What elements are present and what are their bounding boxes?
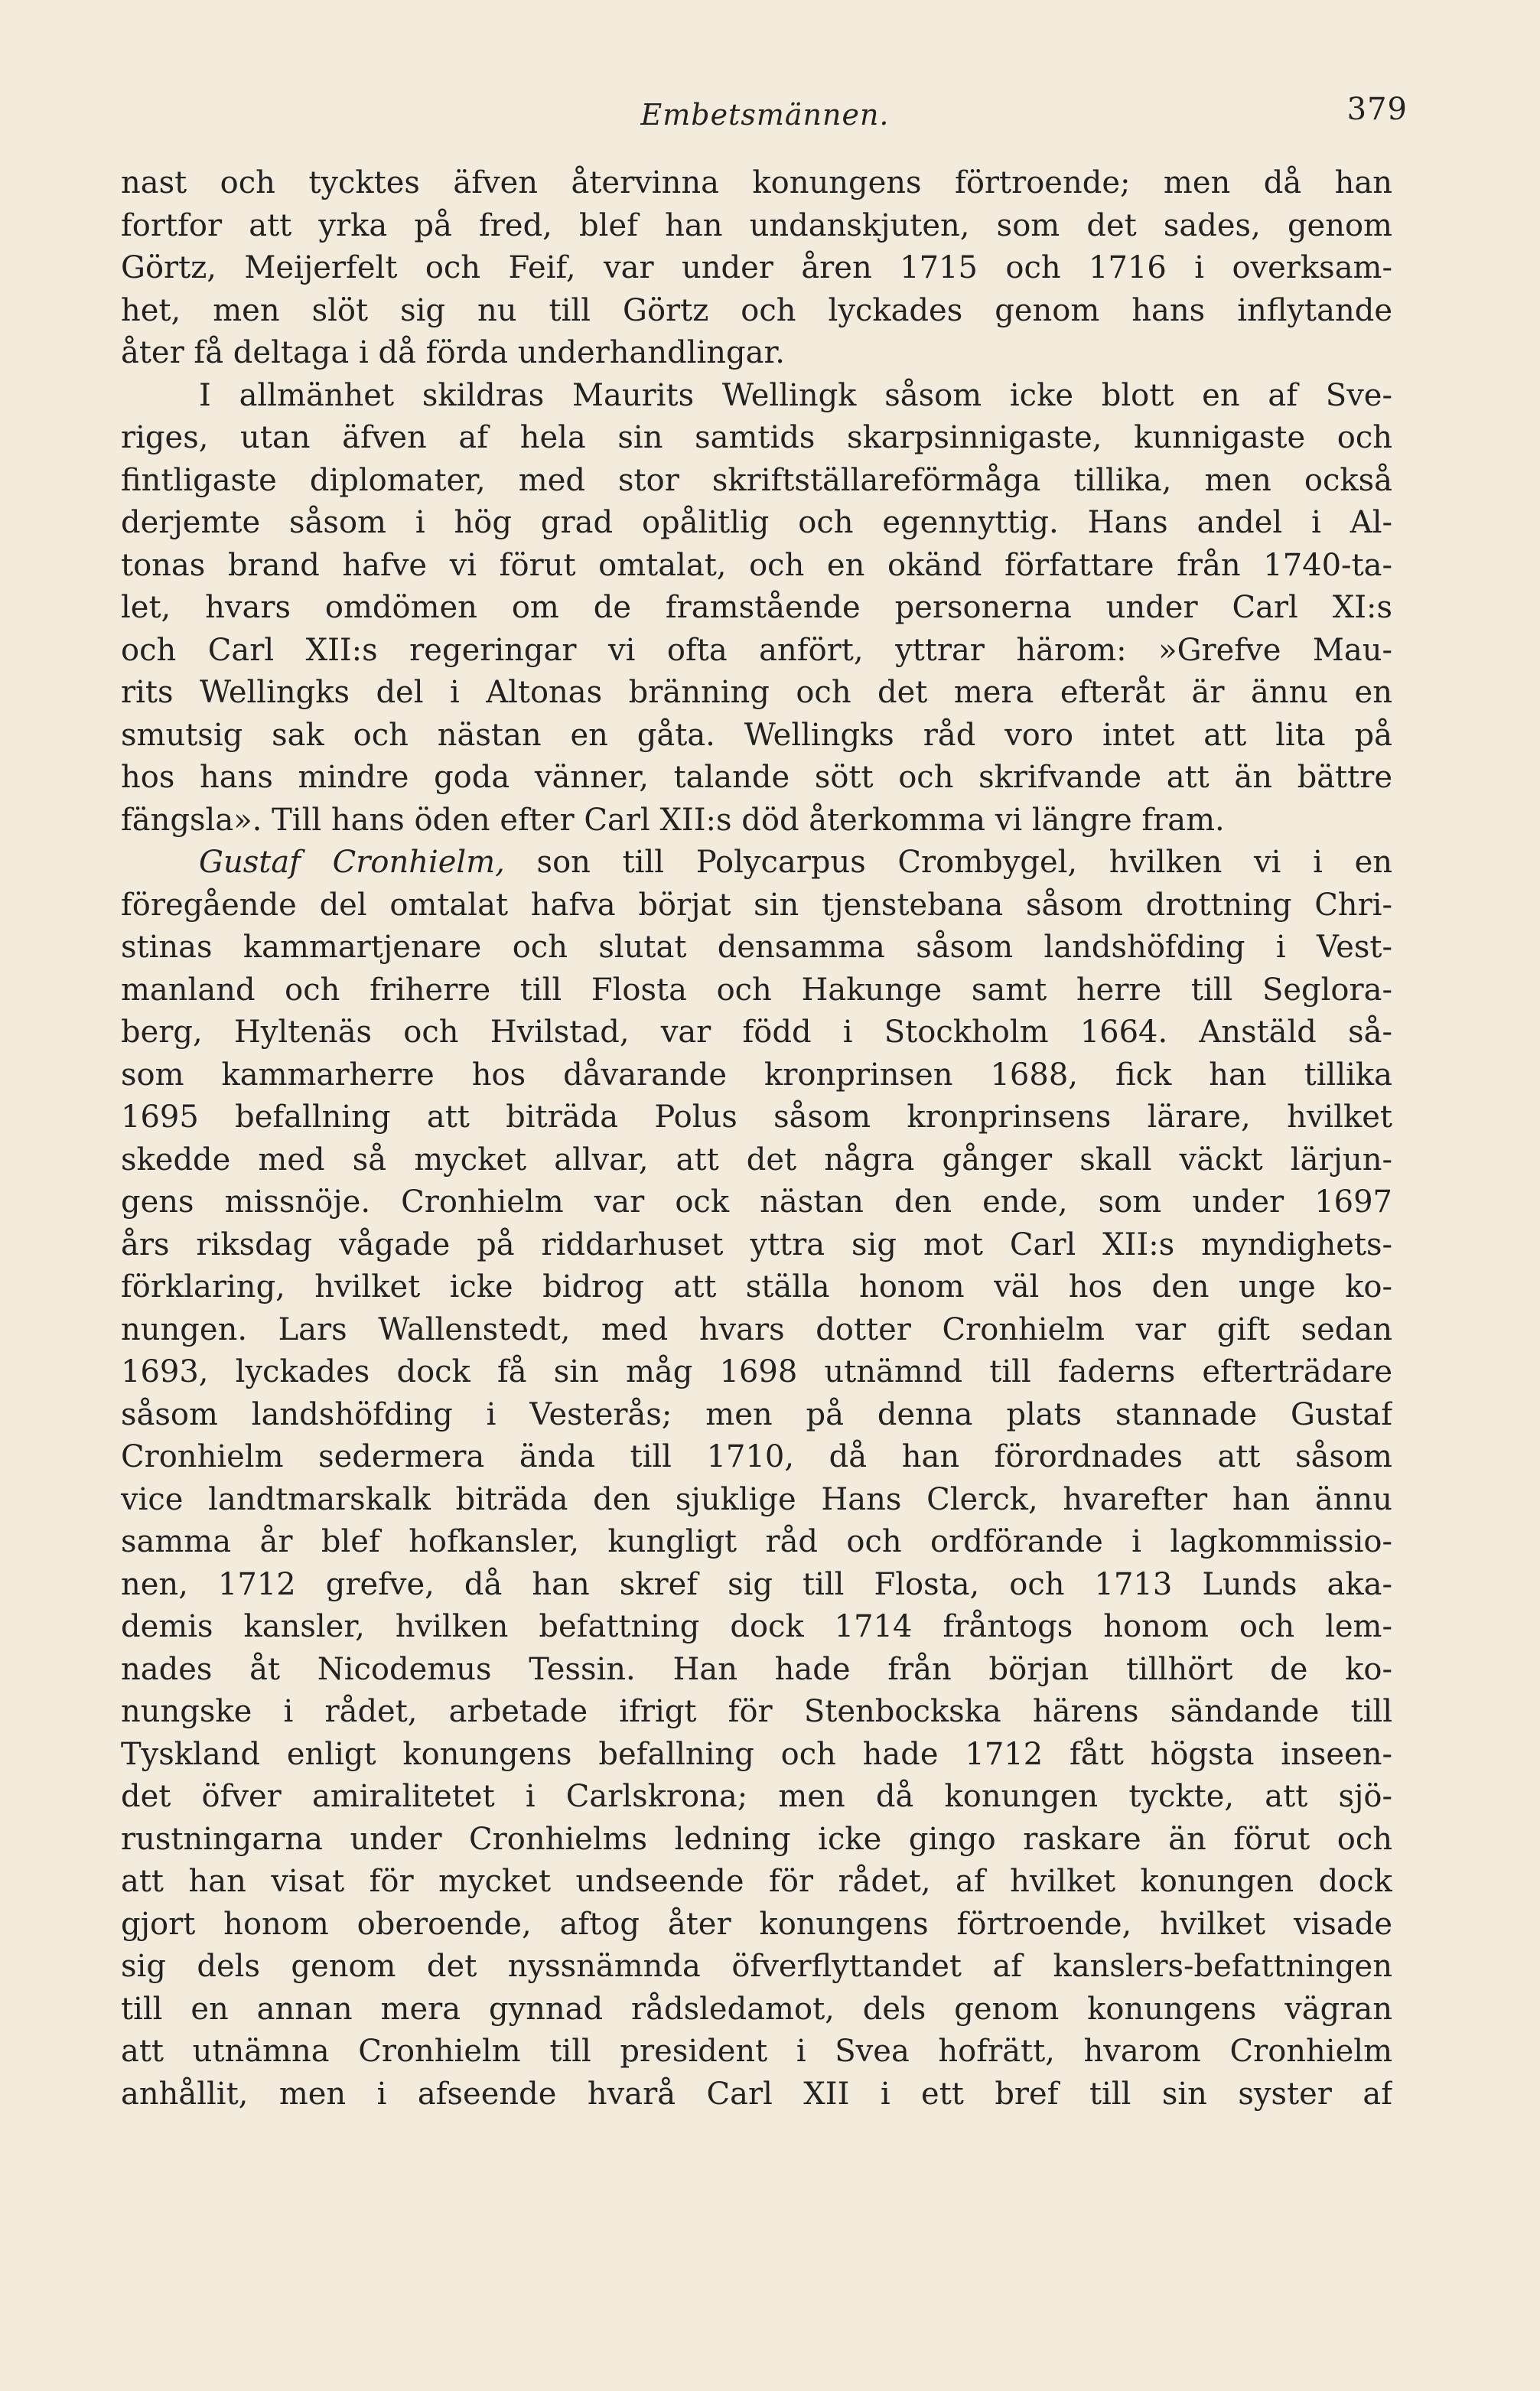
text-line: åter få deltaga i då förda underhandlingar.	[121, 335, 785, 370]
text-line: demis kansler, hvilken befattning dock 1714 fråntogs honom och lem-	[121, 1609, 1392, 1644]
text-line: nast och tycktes äfven återvinna konungens förtroende; men då han	[121, 165, 1392, 200]
italic-person-name: Gustaf Cronhielm,	[199, 845, 505, 880]
text-line: nungen. Lars Wallenstedt, med hvars dotter Cronhielm var gift sedan	[121, 1311, 1392, 1347]
text-line: manland och friherre till Flosta och Hakunge samt herre till Seglora-	[121, 972, 1392, 1008]
text-line: vice landtmarskalk biträda den sjuklige Hans Clerck, hvarefter han ännu	[121, 1481, 1392, 1517]
text-line: Tyskland enligt konungens befallning och hade 1712 fått högsta inseen-	[121, 1736, 1392, 1772]
text-line: att utnämna Cronhielm till president i Svea hofrätt, hvarom Cronhielm	[121, 2034, 1392, 2069]
text-line: het, men slöt sig nu till Görtz och lyckades genom hans inflytande	[121, 292, 1392, 328]
page-header	[122, 92, 1408, 145]
text-line: nades åt Nicodemus Tessin. Han hade från början tillhört de ko-	[121, 1651, 1392, 1687]
text-line: fängsla». Till hans öden efter Carl XII:s död återkomma vi längre fram.	[121, 802, 1225, 838]
text-line: rits Wellingks del i Altonas bränning och det mera efteråt är ännu en	[121, 675, 1392, 710]
text-line: 1695 befallning att biträda Polus såsom kronprinsens lärare, hvilket	[121, 1099, 1392, 1135]
body-text	[121, 162, 1392, 2116]
text-line: rustningarna under Cronhielms ledning icke gingo raskare än förut och	[121, 1821, 1392, 1857]
paragraph-start-line	[121, 842, 1392, 884]
text-line: och Carl XII:s regeringar vi ofta anfört, yttrar härom: »Grefve Mau-	[121, 632, 1392, 668]
paragraph-start-line: I allmänhet skildras Maurits Wellingk såsom icke blott en af Sve-	[199, 377, 1392, 413]
text-line: berg, Hyltenäs och Hvilstad, var född i Stockholm 1664. Anstäld så-	[121, 1015, 1392, 1050]
text-line: samma år blef hofkansler, kungligt råd och ordförande i lagkommissio-	[121, 1524, 1392, 1559]
text-line: let, hvars omdömen om de framstående personerna under Carl XI:s	[121, 590, 1392, 625]
text-line: stinas kammartjenare och slutat densamma såsom landshöfding i Vest-	[121, 930, 1392, 965]
text-line: fortfor att yrka på fred, blef han undanskjuten, som det sades, genom	[121, 207, 1392, 243]
text-line: Cronhielm sedermera ända till 1710, då han förordnades att såsom	[121, 1439, 1392, 1474]
text-line: års riksdag vågade på riddarhuset yttra sig mot Carl XII:s myndighets-	[121, 1226, 1392, 1262]
text-line: gens missnöje. Cronhielm var ock nästan den ende, som under 1697	[121, 1184, 1392, 1220]
page-number: 379	[1346, 92, 1408, 127]
text-line: det öfver amiralitetet i Carlskrona; men då konungen tyckte, att sjö-	[121, 1779, 1392, 1814]
text-line: skedde med så mycket allvar, att det några gånger skall väckt lärjun-	[121, 1142, 1392, 1178]
text-line: anhållit, men i afseende hvarå Carl XII i ett bref till sin syster af	[121, 2076, 1392, 2112]
text-line: förklaring, hvilket icke bidrog att ställa honom väl hos den unge ko-	[121, 1269, 1392, 1305]
text-line: sig dels genom det nyssnämnda öfverflyttandet af kanslers-befattningen	[121, 1949, 1392, 1984]
text-line: föregående del omtalat hafva börjat sin tjenstebana såsom drottning Chri-	[121, 887, 1392, 923]
text-line: nen, 1712 grefve, då han skref sig till Flosta, och 1713 Lunds aka-	[121, 1566, 1392, 1602]
text-line: såsom landshöfding i Vesterås; men på denna plats stannade Gustaf	[121, 1396, 1392, 1432]
running-head: Embetsmännen.	[640, 98, 890, 132]
text-line-rest: son till Polycarpus Crombygel, hvilken vi i en	[536, 845, 1392, 880]
text-line: som kammarherre hos dåvarande kronprinsen 1688, fick han tillika	[121, 1057, 1392, 1093]
text-line: att han visat för mycket undseende för rådet, af hvilket konungen dock	[121, 1864, 1392, 1899]
text-line: riges, utan äfven af hela sin samtids skarpsinnigaste, kunnigaste och	[121, 420, 1392, 455]
text-line: tonas brand hafve vi förut omtalat, och en okänd författare från 1740-ta-	[121, 547, 1392, 583]
text-line: till en annan mera gynnad rådsledamot, dels genom konungens vägran	[121, 1991, 1392, 2027]
text-line: nungske i rådet, arbetade ifrigt för Stenbockska härens sändande till	[121, 1694, 1392, 1729]
text-line: derjemte såsom i hög grad opålitlig och egennyttig. Hans andel i Al-	[121, 505, 1392, 540]
text-line: Görtz, Meijerfelt och Feif, var under åren 1715 och 1716 i overksam-	[121, 250, 1392, 285]
text-line: fintligaste diplomater, med stor skriftställareförmåga tillika, men också	[121, 462, 1392, 498]
text-line: gjort honom oberoende, aftog åter konungens förtroende, hvilket visade	[121, 1906, 1392, 1942]
text-line: hos hans mindre goda vänner, talande sött och skrifvande att än bättre	[121, 760, 1392, 795]
text-line: 1693, lyckades dock få sin måg 1698 utnämnd till faderns efterträdare	[121, 1354, 1392, 1389]
text-line: smutsig sak och nästan en gåta. Wellingks råd voro intet att lita på	[121, 717, 1392, 753]
